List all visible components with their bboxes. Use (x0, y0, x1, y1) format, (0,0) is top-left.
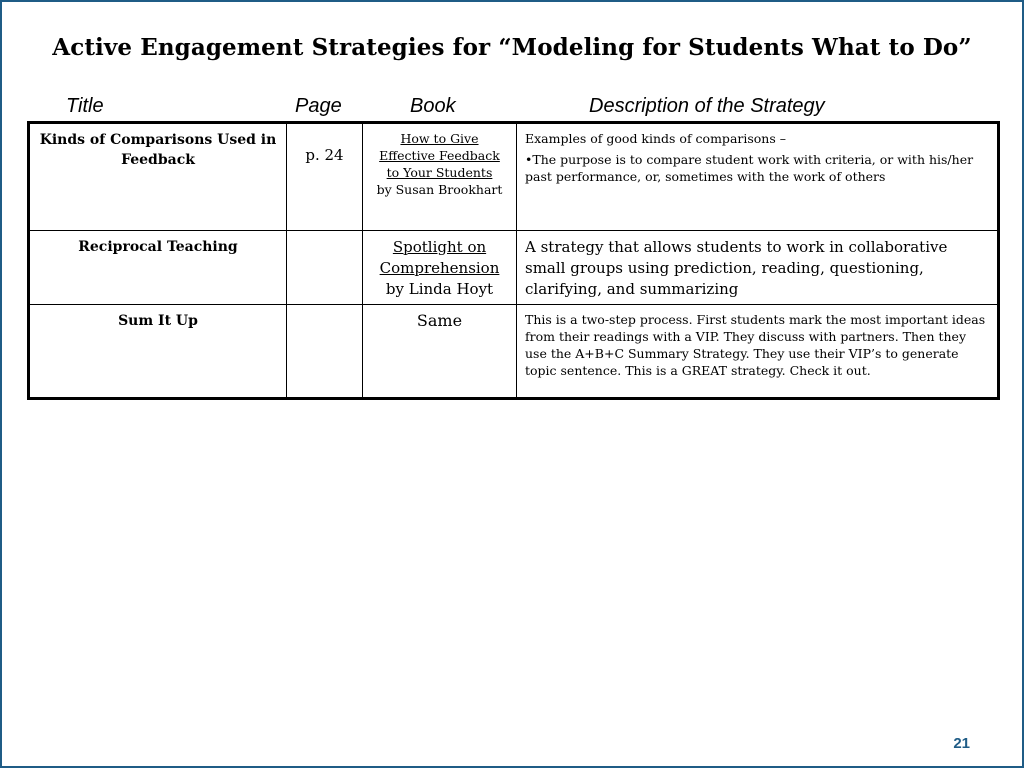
book-author: by Linda Hoyt (385, 280, 494, 298)
book-title-link[interactable]: Spotlight on Comprehension (379, 238, 500, 277)
description-bullet: •The purpose is to compare student work with criteria, or with his/her past performance, or, sometimes with the work of others (525, 152, 974, 184)
strategy-title: Kinds of Comparisons Used in Feedback (29, 123, 287, 231)
slide-page-number: 21 (953, 735, 970, 752)
book-author: by Susan Brookhart (376, 182, 503, 197)
column-header-book: Book (410, 95, 456, 117)
slide-title: Active Engagement Strategies for “Modeling for Students What to Do” (52, 34, 972, 61)
strategy-book: Same (363, 305, 517, 399)
book-title-link[interactable]: How to Give Effective Feedback to Your Students (379, 131, 500, 180)
strategy-description: This is a two-step process. First students mark the most important ideas from their readings with a VIP. They discuss with partners. Then they use the A+B+C Summary Strategy. They use their VIP’s to generate topic sentence. This is a GREAT strategy. Check it out. (517, 305, 999, 399)
strategy-description: A strategy that allows students to work in collaborative small groups using prediction, reading, questioning, clarifying, and summarizing (517, 231, 999, 305)
page-ref: p. 24 (305, 146, 344, 164)
column-header-title: Title (66, 95, 104, 117)
column-header-page: Page (295, 95, 342, 117)
strategy-title: Sum It Up (29, 305, 287, 399)
strategy-description (517, 123, 999, 231)
column-header-description: Description of the Strategy (589, 95, 825, 117)
table-row (29, 231, 999, 305)
strategy-title: Reciprocal Teaching (29, 231, 287, 305)
strategies-table (27, 121, 1000, 400)
strategy-page (287, 123, 363, 231)
table-row (29, 305, 999, 399)
strategy-book (363, 231, 517, 305)
table-row (29, 123, 999, 231)
strategy-page (287, 305, 363, 399)
description-line: Examples of good kinds of comparisons – (525, 131, 786, 146)
strategy-book (363, 123, 517, 231)
strategy-page (287, 231, 363, 305)
